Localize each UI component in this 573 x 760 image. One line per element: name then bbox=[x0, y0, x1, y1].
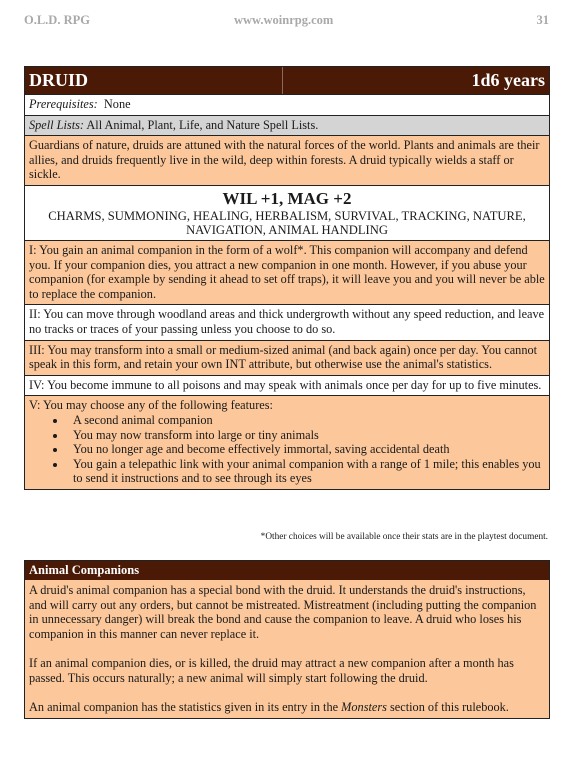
footnote: *Other choices will be available once their stats are in the playtest document. bbox=[260, 532, 548, 542]
prerequisites-row bbox=[25, 94, 549, 115]
paragraph: A druid's animal companion has a special bond with the druid. It understands the druid's instructions, and will carry out any orders, but cannot be mistreated. Mistreatment (including putting the companion in unnecessary danger) will break the bond and cause the companion to leave. A druid who loses his companion in this manner can never replace it. bbox=[29, 583, 537, 641]
list-item: • You gain a telepathic link with your animal companion with a range of 1 mile; this enables you to send it instructions and to see through its eyes bbox=[67, 457, 545, 486]
career-title-row bbox=[25, 67, 549, 94]
animal-companions-sidebar bbox=[24, 560, 550, 719]
prerequisites-label: Prerequisites: bbox=[29, 97, 98, 111]
page-header bbox=[24, 13, 549, 31]
rank-4: IV: You become immune to all poisons and may speak with animals once per day for up to five minutes. bbox=[25, 375, 549, 396]
prerequisites-value: None bbox=[103, 97, 131, 111]
paragraph bbox=[29, 700, 545, 715]
attributes-skills-row bbox=[25, 185, 549, 240]
page-number: 31 bbox=[536, 13, 549, 27]
spell-lists-value: All Animal, Plant, Life, and Nature Spell Lists. bbox=[86, 117, 319, 132]
website-url[interactable]: www.woinrpg.com bbox=[234, 13, 334, 27]
career-duration: 1d6 years bbox=[471, 70, 545, 90]
paragraph: If an animal companion dies, or is killed, the druid may attract a new companion after a month has passed. This occurs naturally; a new animal will simply start following the druid. bbox=[29, 655, 514, 685]
book-title: O.L.D. RPG bbox=[24, 13, 90, 27]
rank-5-intro: V: You may choose any of the following features: bbox=[29, 398, 273, 413]
monsters-reference: Monsters bbox=[341, 699, 387, 714]
career-name: DRUID bbox=[25, 67, 283, 94]
list-item: • A second animal companion bbox=[67, 413, 545, 428]
spell-lists-label: Spell Lists: bbox=[29, 117, 84, 132]
spell-lists-row bbox=[25, 115, 549, 136]
list-item: • You may now transform into large or tiny animals bbox=[67, 428, 545, 443]
druid-career-table bbox=[24, 66, 550, 490]
paragraph-text: An animal companion has the statistics given in its entry in the bbox=[29, 699, 342, 714]
rank-1: I: You gain an animal companion in the form of a wolf*. This companion will accompany and defend you. If your companion dies, you attract a new companion in one month. However, if you abuse your companion (for example by sending it ahead to set off traps), it will leave you and you will never be able to replace the companion. bbox=[25, 240, 549, 304]
rank-5 bbox=[25, 395, 549, 489]
rank-2: II: You can move through woodland areas and thick undergrowth without any speed reduction, and leave no tracks or traces of your passing unless you choose to do so. bbox=[25, 304, 549, 339]
attribute-bonuses: WIL +1, MAG +2 bbox=[222, 188, 352, 208]
rank-3: III: You may transform into a small or medium-sized animal (and back again) once per day. You cannot speak in this form, and retain your own INT attribute, but otherwise use the animal's statistics. bbox=[25, 340, 549, 375]
sidebar-title: Animal Companions bbox=[25, 561, 549, 580]
paragraph-text: section of this rulebook. bbox=[386, 699, 509, 714]
skill-list: CHARMS, SUMMONING, HEALING, HERBALISM, SURVIVAL, TRACKING, NATURE, NAVIGATION, ANIMAL HANDLING bbox=[48, 208, 526, 238]
list-item: • You no longer age and become effectively immortal, saving accidental death bbox=[67, 442, 545, 457]
sidebar-body bbox=[25, 580, 549, 718]
rank-5-options bbox=[29, 413, 545, 486]
career-description: Guardians of nature, druids are attuned with the natural forces of the world. Plants and animals are their allies, and druids frequently live in the wild, deep within forests. A druid typically wields a staff or sickle. bbox=[25, 135, 549, 185]
